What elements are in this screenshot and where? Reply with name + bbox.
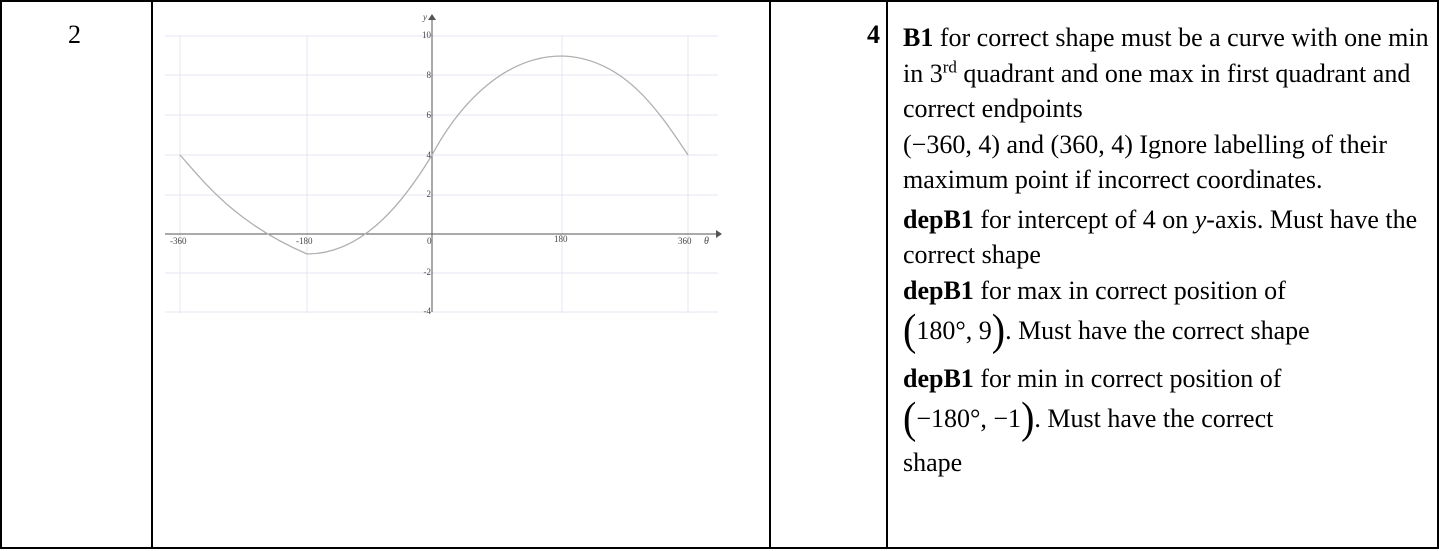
criterion-text: for min in correct position of bbox=[973, 363, 1282, 393]
x-axis-label: θ bbox=[704, 236, 709, 247]
criterion-text: for max in correct position of bbox=[973, 275, 1286, 305]
y-tick-label: 10 bbox=[422, 30, 431, 40]
endpoint-coordinate: (360, 4) bbox=[1050, 129, 1133, 159]
depb1-min-tail bbox=[903, 445, 1433, 481]
column-divider-3 bbox=[886, 0, 888, 549]
column-divider-2 bbox=[769, 0, 771, 549]
min-coordinate: −180°, −1 bbox=[916, 404, 1022, 433]
depb1-intercept bbox=[903, 202, 1433, 273]
column-divider-1 bbox=[151, 0, 153, 549]
criterion-text: . Must have the correct bbox=[1034, 404, 1274, 433]
sketch-graph bbox=[160, 8, 730, 318]
grid bbox=[165, 36, 718, 313]
x-tick-label: -360 bbox=[170, 236, 187, 246]
y-tick-label: 4 bbox=[426, 150, 431, 160]
endpoint-coordinate: (−360, 4) bbox=[903, 129, 1000, 159]
y-axis-label: y bbox=[423, 12, 427, 22]
criterion-text: for intercept of 4 on bbox=[973, 204, 1195, 234]
superscript: rd bbox=[942, 56, 957, 76]
depb1-max-position: (180°, 9). Must have the correct shape bbox=[903, 304, 1310, 355]
table-bottom-border bbox=[0, 547, 1439, 549]
criterion-text: for correct shape must be a curve with one min in 3 bbox=[903, 23, 1429, 88]
x-tick-labels bbox=[170, 234, 692, 246]
criterion-text: shape bbox=[903, 447, 963, 477]
criterion-text: -axis. Must have the correct shape bbox=[903, 204, 1418, 269]
table-left-border bbox=[0, 0, 2, 549]
criterion-text: . Must have the correct shape bbox=[1005, 316, 1310, 345]
depb1-min-position: (−180°, −1). Must have the correct bbox=[903, 392, 1274, 443]
mark-code: B1 bbox=[903, 23, 934, 52]
criterion-text: and bbox=[999, 129, 1051, 159]
mark-scheme-text bbox=[903, 20, 1433, 480]
x-tick-label: -180 bbox=[296, 236, 313, 246]
y-tick-label: -4 bbox=[423, 306, 431, 316]
criterion-text: quadrant and one max in first quadrant and correct endpoints bbox=[903, 58, 1411, 123]
b1-criterion bbox=[903, 20, 1433, 198]
criterion-text: Ignore labelling of their maximum point if incorrect coordinates. bbox=[903, 129, 1387, 194]
x-tick-label: 360 bbox=[678, 236, 692, 246]
depb1-max bbox=[903, 273, 1433, 309]
x-tick-label: 180 bbox=[554, 234, 568, 244]
question-number: 2 bbox=[68, 20, 81, 49]
mark-code: depB1 bbox=[903, 275, 974, 305]
max-coordinate: 180°, 9 bbox=[916, 316, 992, 345]
y-tick-label: 8 bbox=[426, 70, 431, 80]
y-tick-label: -2 bbox=[423, 267, 431, 277]
depb1-min bbox=[903, 361, 1433, 397]
x-tick-label: 0 bbox=[427, 236, 432, 246]
marks-value: 4 bbox=[867, 20, 880, 49]
mark-code: depB1 bbox=[903, 363, 974, 393]
y-tick-labels bbox=[422, 30, 432, 316]
y-tick-label: 6 bbox=[426, 110, 431, 120]
table-top-border bbox=[0, 0, 1439, 2]
y-tick-label: 2 bbox=[426, 189, 431, 199]
axes bbox=[165, 14, 722, 312]
italic-variable: y bbox=[1194, 204, 1207, 234]
mark-code: depB1 bbox=[903, 204, 974, 234]
